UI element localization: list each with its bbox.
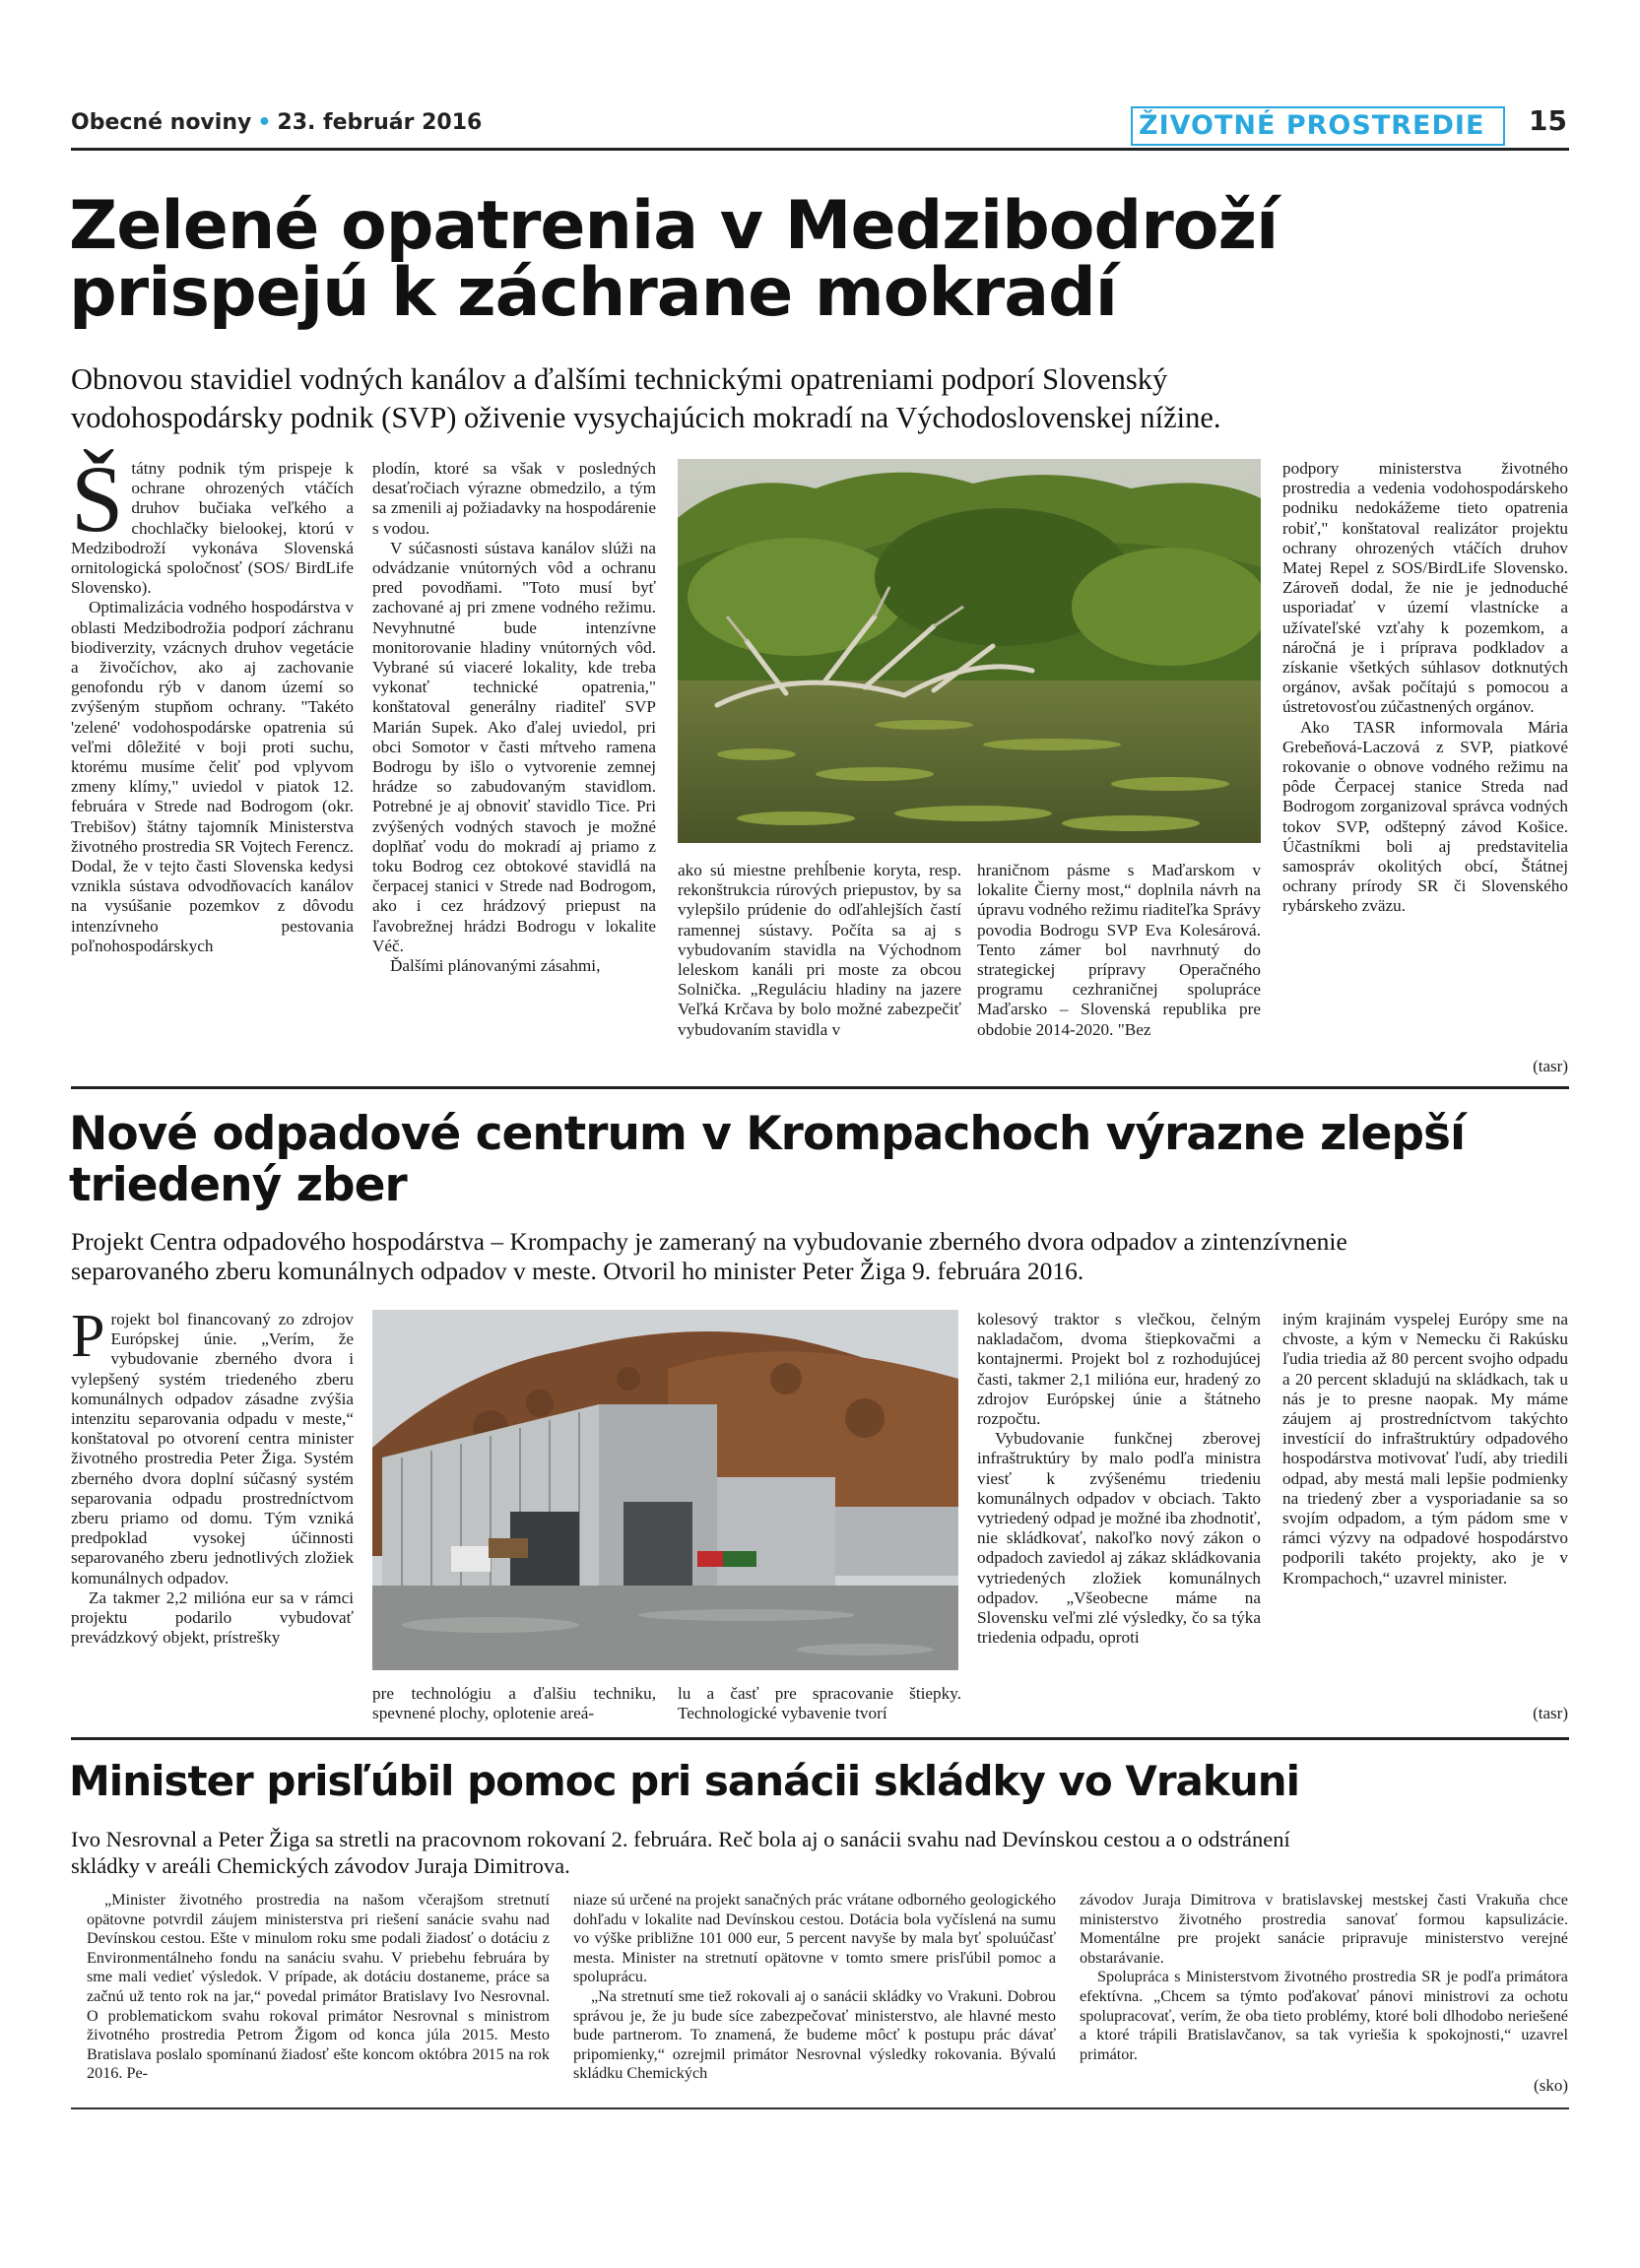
footer-rule: [71, 2107, 1569, 2109]
article-3-lead: Ivo Nesrovnal a Peter Žiga sa stretli na pracovnom rokovaní 2. februára. Reč bola aj o sanácii svahu nad Devínskou cestou a o odstránení skládky v areáli Chemických závodov Juraja Dimitrova.: [71, 1827, 1290, 1878]
drop-cap: P: [71, 1303, 105, 1370]
article-2-column-5: iným krajinám vyspelej Európy sme na chvoste, a kým v Nemecku či Rakúsku ľudia triedia až 80 percent svojho odpadu a 20 percent skladujú na skládkach, tak u nás je to presne naopak. My máme záujem aj prostredníctvom takýchto investícií do infraštruktúry odpadového hospodárstva motivovať ľudí, aby triedili odpad, aby mestá mali lepšie podmienky na triedený zber a vysporiadanie sa so svojím odpadom, a tým pádom sme v rámci výzvy na odpadové hospodárstvo podporili takéto projekty, ako je v Krompachoch,“ uzavrel minister.: [1282, 1310, 1568, 1588]
article-2-source: (tasr): [1533, 1704, 1568, 1722]
article-3-source: (sko): [1534, 2076, 1568, 2095]
article-2-column-3: lu a časť pre spracovanie štiepky. Technologické vybavenie tvorí: [678, 1684, 961, 1723]
article-2-title: Nové odpadové centrum v Krompachoch výrazne zlepší triedený zber: [69, 1107, 1466, 1212]
issue-date: 23. február 2016: [277, 110, 483, 135]
article-1-title: Zelené opatrenia v Medzibodroží prispejú k záchrane mokradí: [69, 187, 1279, 332]
article-1-source: (tasr): [1533, 1057, 1568, 1075]
article-3-column-1: „Minister životného prostredia na našom včerajšom stretnutí opätovne potvrdil záujem ministerstva pri riešení sanácie svahu nad Devínskou cestou. Ešte v minulom roku sme podali žiadosť o dotáciu z Environmentálneho fondu na sanáciu svahu. V priebehu februára by sme mali vedieť výsledok. V prípade, ak dotáciu dostaneme, práce sa začnú už tento rok na jar,“ povedal primátor Bratislavy Ivo Nesrovnal. O problematickom svahu rokoval primátor Nesrovnal s ministrom životného prostredia Petrom Žigom od konca júla 2015. Mesto Bratislava poslalo spomínanú žiadosť ešte koncom októbra 2015 na rok 2016. Pe-: [87, 1891, 550, 2083]
wetland-photo: [678, 459, 1261, 843]
header-rule: [71, 148, 1569, 151]
article-divider-1: [71, 1086, 1569, 1089]
page-number: 15: [1529, 104, 1567, 137]
article-1-column-1: Štátny podnik tým prispeje k ochrane ohrozených vtáčích druhov bučiaka veľkého a chochlačky bielookej, ktorú v Medzibodroží vykonáva Slovenská ornitologická spoločnosť (SOS/ BirdLife Slovensko). Optimalizácia vodného hospodárstva v oblasti Medzibodrožia podporí záchranu biodiverzity, vzácnych druhov vegetácie a živočíchov, ako aj zachovanie genofondu rýb v danom území so zvýšeným stupňom ochrany. "Takéto 'zelené' vodohospodárske opatrenia sú veľmi dôležité v boji proti suchu, ktorému musíme čeliť pod vplyvom zmeny klímy," uviedol v piatok 12. februára v Strede nad Bodrogom (okr. Trebišov) štátny tajomník Ministerstva životného prostredia SR Vojtech Ferencz. Dodal, že v tejto časti Slovenska kedysi vznikla sústava odvodňovacích kanálov na vysúšanie pozemkov z dôvodu intenzívneho pestovania poľnohospodárskych: [71, 446, 354, 955]
publication-name: Obecné noviny: [71, 110, 252, 135]
article-divider-2: [71, 1737, 1569, 1740]
article-1-lead: Obnovou stavidiel vodných kanálov a ďalšími technickými opatreniami podporí Slovenský vodohospodársky podnik (SVP) oživenie vysychajúcich mokradí na Východoslovenskej nížine.: [71, 362, 1221, 434]
article-1-column-3: ako sú miestne prehĺbenie koryta, resp. rekonštrukcia rúrových priepustov, by sa vylepšilo prúdenie do odľahlejších častí ramennej sústavy. Počíta sa aj s vybudovaním stavidla na Východnom leleskom kanáli pri moste za obcou Solnička. „Reguláciu hladiny na jazere Veľká Krčava by bolo možné zabezpečiť vybudovaním stavidla v: [678, 861, 961, 1039]
drop-cap: Š: [71, 446, 124, 551]
article-2-lead: Projekt Centra odpadového hospodárstva – Krompachy je zameraný na vybudovanie zberného dvora odpadov a zintenzívnenie separovaného zberu komunálnych odpadov v meste. Otvoril ho minister Peter Žiga 9. februára 2016.: [71, 1227, 1347, 1285]
article-1-column-5: podpory ministerstva životného prostredia a vedenia vodohospodárskeho podniku nedokážeme tieto opatrenia robiť," konštatoval realizátor projektu ochrany ohrozených vtáčích druhov Matej Repel z SOS/BirdLife Slovensko. Zároveň dodal, že nie je jednoduché usporiadať v území vlastnícke a užívateľské vzťahy k pozemkom, a náročná je i príprava podkladov a získanie všetkých súhlasov dotknutých orgánov, avšak počítajú s pomocou a ústretovosťou zúčastnených orgánov. Ako TASR informovala Mária Grebeňová-Laczová z SVP, piatkové rokovanie o obnove vodného režimu na pôde Čerpacej stanice Streda nad Bodrogom zorganizoval správca vodných tokov SVP, odštepný závod Košice. Účastníkmi boli aj predstavitelia samospráv okolitých obcí, Štátnej ochrany prírody SR či Slovenského rybárskeho zväzu.: [1282, 459, 1568, 916]
separator-dot: •: [257, 110, 272, 135]
article-2-column-1: Projekt bol financovaný zo zdrojov Európskej únie. „Verím, že vybudovanie zberného dvora i vylepšený systém triedeného zberu komunálnych odpadov zásadne zvýšia intenzitu separovania odpadu v meste,“ konštatoval po otvorení centra minister životného prostredia Peter Žiga. Systém zberného dvora doplní súčasný systém separovania odpadu prostredníctvom zberu priamo od domu. Tým vzniká predpoklad vysokej účinnosti separovaného zberu jednotlivých zložiek komunálnych odpadov. Za takmer 2,2 milióna eur sa v rámci projektu podarilo vybudovať prevádzkový objekt, prístrešky: [71, 1303, 354, 1648]
masthead: [71, 110, 482, 135]
article-3-column-2: niaze sú určené na projekt sanačných prác vrátane odborného geologického dohľadu v lokalite nad Devínskou cestou. Dotácia bola vyčíslená na sumu vo výške približne 101 000 eur, 5 percent navyše by mala byť spoluúčasť mesta. Minister na stretnutí opätovne v tomto smere prisľúbil pomoc a spoluprácu. „Na stretnutí sme tiež rokovali aj o sanácii skládky vo Vrakuni. Dobrou správou je, že ju bude síce zabezpečovať ministerstvo, ale hlavné mesto bude partnerom. To znamená, že budeme môcť k postupu prác dávať pripomienky,“ ozrejmil primátor Nesrovnal výsledky rokovania. Bývalú skládku Chemických: [573, 1891, 1056, 2083]
article-3-column-3: závodov Juraja Dimitrova v bratislavskej mestskej časti Vrakuňa chce ministerstvo životného prostredia sanovať formou kapsulizácie. Momentálne pre projekt sanácie pripravuje ministerstvo verejné obstarávanie. Spolupráca s Ministerstvom životného prostredia SR je podľa primátora efektívna. „Chcem sa týmto poďakovať pánovi ministrovi za ochotu spolupracovať, verím, že oba tieto problémy, ktoré boli dlhodobo neriešené a ktoré trápili Bratislavčanov, sa tak vyriešia k spokojnosti,“ uzavrel primátor.: [1080, 1891, 1568, 2063]
article-1-column-4: hraničnom pásme s Maďarskom v lokalite Čierny most,“ doplnila návrh na úpravu vodného režimu riaditeľka Správy povodia Bodrogu SVP Eva Kolesárová. Tento zámer bol navrhnutý do strategickej prípravy Operačného programu cezhraničnej spolupráce Maďarsko – Slovenská republika pre obdobie 2014-2020. "Bez: [977, 861, 1261, 1039]
article-3-title: Minister prisľúbil pomoc pri sanácii skládky vo Vrakuni: [69, 1757, 1300, 1805]
article-2-column-4: kolesový traktor s vlečkou, čelným nakladačom, dvoma štiepkovačmi a kontajnermi. Projekt bol z rozhodujúcej časti, takmer 2,1 milióna eur, hradený zo zdrojov Európskej únie a štátneho rozpočtu. Vybudovanie funkčnej zberovej infraštruktúry by malo podľa ministra viesť k zvýšenému triedeniu komunálnych odpadov v obciach. Takto vytriedený odpad je možné iba zhodnotiť, nie skládkovať, nakoľko nový zákon o odpadoch zaviedol aj zákaz skládkovania vytriedených zložiek komunálnych odpadov. „Všeobecne máme na Slovensku veľmi zlé výsledky, čo sa týka triedenia odpadu, oproti: [977, 1310, 1261, 1648]
waste-center-photo: [372, 1310, 958, 1670]
article-2-column-2: pre technológiu a ďalšiu techniku, spevnené plochy, oplotenie areá-: [372, 1684, 656, 1723]
section-label: ŽIVOTNÉ PROSTREDIE: [1131, 106, 1505, 146]
article-1-column-2: plodín, ktoré sa však v posledných desaťročiach výrazne obmedzilo, a tým sa zmenili aj požiadavky na hospodárenie s vodou. V súčasnosti sústava kanálov slúži na odvádzanie vnútorných vôd a ochranu pred povodňami. "Toto musí byť zachované aj pri zmene vodného režimu. Nevyhnutné bude intenzívne monitorovanie hladiny vnútorných vôd. Vybrané sú viaceré lokality, kde treba vykonať technické opatrenia," konštatoval generálny riaditeľ SVP Marián Supek. Ako ďalej uviedol, pri obci Somotor v časti mŕtveho ramena Bodrogu by išlo o vytvorenie zemnej hrádze so zabudovaným stavidlom. Potrebné je aj obnoviť stavidlo Tice. Pri zvýšených vodných stavoch je možné doplňať vodu do mokradí aj priamo z toku Bodrog cez obtokové stavidlá na čerpacej stanici v Strede nad Bodrogom, ako i cez hrádzový priepust na ľavobrežnej hrádzi Bodrogu v lokalite Véč. Ďalšími plánovanými zásahmi,: [372, 459, 656, 976]
